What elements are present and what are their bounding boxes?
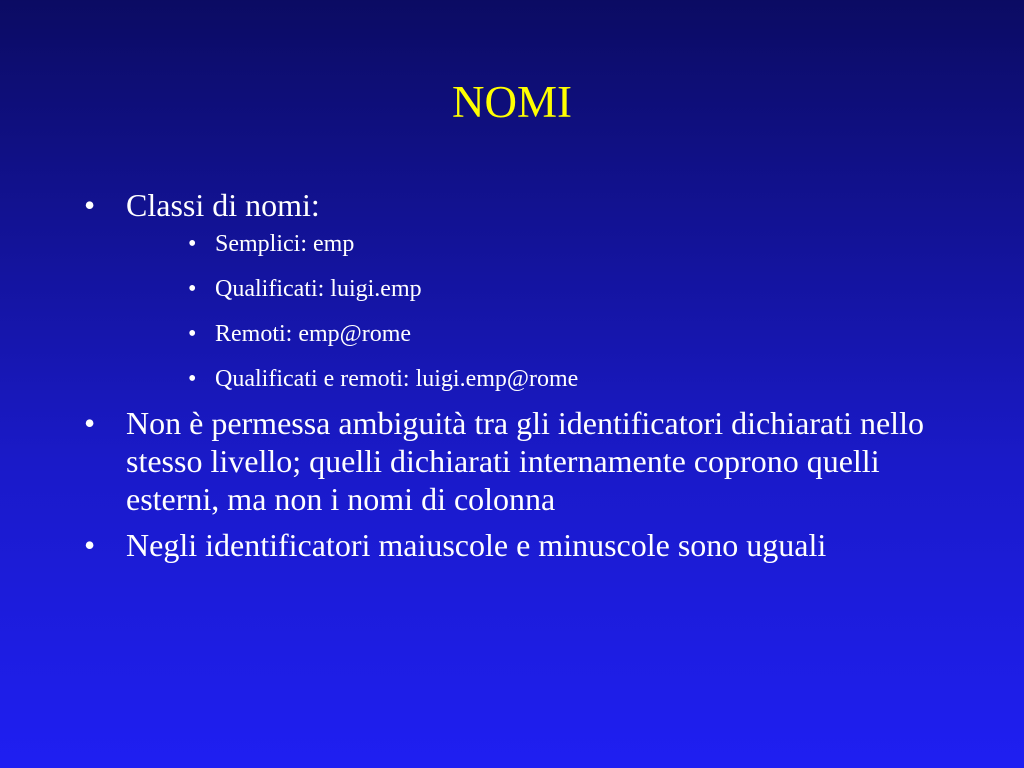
bullet-icon: • <box>188 321 197 347</box>
sub-bullet-item <box>84 319 944 349</box>
sub-bullet-text: Qualificati: luigi.emp <box>215 276 422 302</box>
bullet-icon: • <box>188 231 197 257</box>
sub-bullet-item <box>84 229 944 259</box>
slide-content <box>84 186 944 564</box>
bullet-text: Classi di nomi: <box>126 187 320 223</box>
sub-bullet-text: Remoti: emp@rome <box>215 321 412 347</box>
bullet-text: Non è permessa ambiguità tra gli identificatori dichiarati nello stesso livello; quelli dichiarati internamente coprono quelli esterni, ma non i nomi di colonna <box>126 405 924 517</box>
bullet-item-classi <box>84 186 944 224</box>
sub-bullet-text: Qualificati e remoti: luigi.emp@rome <box>215 366 579 392</box>
bullet-icon: • <box>84 527 96 563</box>
bullet-icon: • <box>84 405 96 441</box>
bullet-text: Negli identificatori maiuscole e minuscole sono uguali <box>126 527 827 563</box>
bullet-item-maiuscole <box>84 526 944 564</box>
bullet-icon: • <box>188 366 197 392</box>
bullet-icon: • <box>84 187 96 223</box>
sub-bullet-item <box>84 364 944 394</box>
bullet-item-ambiguita <box>84 404 944 518</box>
slide-title: NOMI <box>452 77 572 127</box>
sub-bullet-item <box>84 274 944 304</box>
sub-bullet-text: Semplici: emp <box>215 231 355 257</box>
bullet-icon: • <box>188 276 197 302</box>
